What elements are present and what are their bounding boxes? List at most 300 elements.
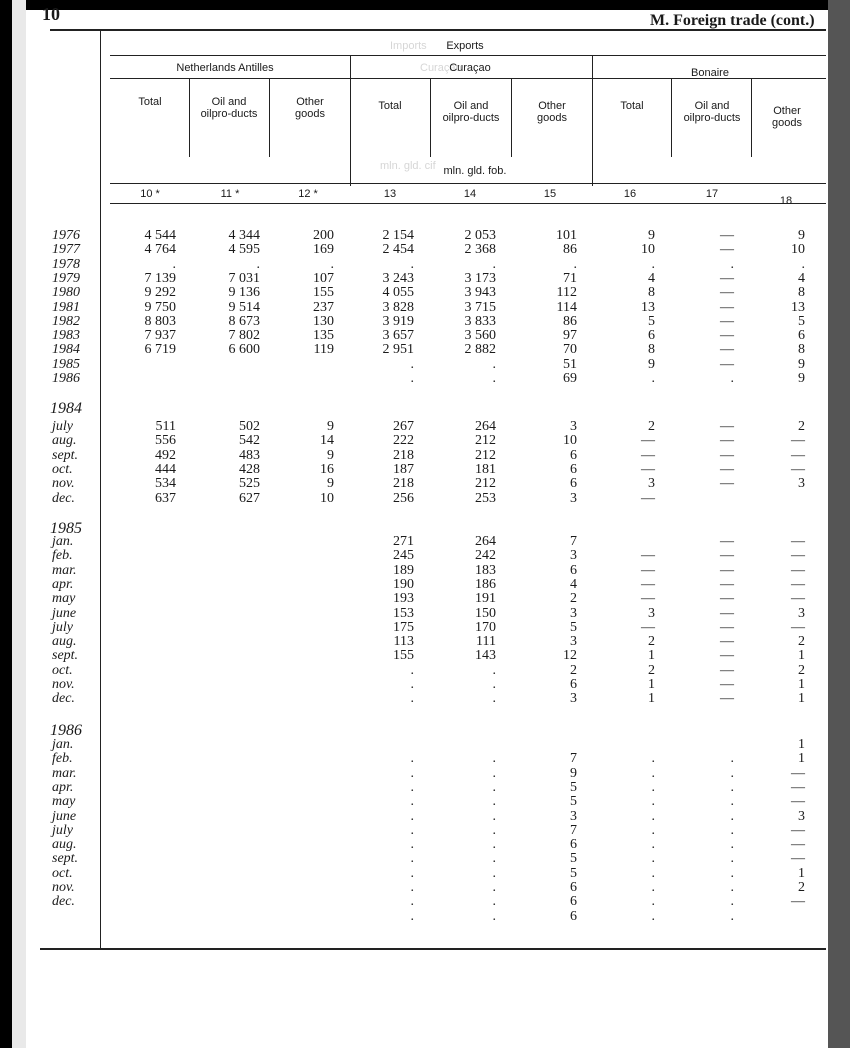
table-cell: . <box>410 880 414 895</box>
table-cell: 14 <box>320 433 334 449</box>
table-cell: 3 833 <box>464 313 496 329</box>
table-cell: . <box>730 880 734 895</box>
table-cell: . <box>730 851 734 867</box>
table-cell: . <box>651 751 655 767</box>
table-cell: 190 <box>393 576 414 592</box>
row-label: jan. <box>52 534 74 549</box>
table-cell: 7 031 <box>228 270 260 286</box>
table-cell: 2 <box>570 591 577 607</box>
table-cell: — <box>641 576 655 592</box>
table-cell: — <box>641 562 655 578</box>
row-label: aug. <box>52 433 77 449</box>
column-number: 12 * <box>298 188 318 200</box>
row-label: sept. <box>52 851 79 867</box>
group-header: Curaçao <box>449 62 491 74</box>
table-cell: 5 <box>648 313 655 329</box>
table-cell: 6 <box>570 908 577 924</box>
row-label: nov. <box>52 476 75 492</box>
table-cell: 193 <box>393 591 414 607</box>
table-cell: — <box>791 433 805 449</box>
table-cell: . <box>801 256 805 272</box>
page-number: 10 <box>42 4 60 24</box>
table-cell: . <box>410 894 414 910</box>
table-cell: — <box>720 605 734 621</box>
table-cell: 3 560 <box>464 328 496 344</box>
table-cell: 6 719 <box>144 342 176 358</box>
table-cell: 1 <box>798 865 805 881</box>
table-cell: . <box>492 677 496 692</box>
row-label: 1978 <box>52 256 80 272</box>
table-cell: . <box>410 256 414 272</box>
table-cell: 153 <box>393 605 414 621</box>
bleed-through: mln. gld. cif <box>380 160 436 172</box>
row-label: oct. <box>52 461 73 477</box>
table-cell: 492 <box>155 447 176 463</box>
column-number: 11 * <box>220 188 240 200</box>
bleed-through: Imports <box>390 40 427 52</box>
table-cell: — <box>791 548 805 564</box>
table-cell: 7 <box>570 751 577 767</box>
unit-label: mln. gld. fob. <box>443 165 507 177</box>
table-cell: 2 <box>798 880 805 895</box>
table-cell: 191 <box>475 591 496 607</box>
table-cell: — <box>720 548 734 564</box>
table-cell: 3 828 <box>382 299 414 315</box>
table-cell: 181 <box>475 461 496 477</box>
rule-stub <box>100 30 101 950</box>
table-cell: — <box>791 765 805 781</box>
table-cell: 218 <box>393 476 414 492</box>
column-header: Other goods <box>537 100 567 124</box>
table-cell: 267 <box>393 419 414 434</box>
row-label: aug. <box>52 634 77 650</box>
table-cell: 511 <box>155 419 176 434</box>
table-cell: 6 <box>570 461 577 477</box>
table-cell: 10 <box>563 433 577 449</box>
table-cell: 8 <box>798 342 805 358</box>
table-cell: . <box>651 371 655 386</box>
table-cell: 3 173 <box>464 270 496 286</box>
table-cell: 4 764 <box>144 242 176 258</box>
table-cell: 4 <box>648 270 655 286</box>
column-number: 18 <box>779 195 793 207</box>
table-cell: . <box>492 822 496 838</box>
column-number: 10 * <box>140 188 160 200</box>
table-cell: . <box>651 865 655 881</box>
row-label: 1980 <box>52 285 80 301</box>
table-cell: 9 292 <box>144 285 176 301</box>
column-number: 17 <box>705 188 719 200</box>
row-label: 1986 <box>52 371 80 386</box>
table-cell: 5 <box>570 865 577 881</box>
table-cell: 1 <box>798 648 805 664</box>
table-cell: 9 514 <box>228 299 260 315</box>
table-cell: — <box>720 299 734 315</box>
row-label: 1979 <box>52 270 80 286</box>
table-cell: — <box>720 356 734 372</box>
table-cell: 237 <box>313 299 334 315</box>
rule-top <box>50 29 826 31</box>
table-cell: — <box>720 562 734 578</box>
table-cell: . <box>651 880 655 895</box>
column-header: Oil and oilpro-ducts <box>442 100 500 124</box>
column-header: Other goods <box>772 105 802 129</box>
table-cell: . <box>730 765 734 781</box>
binding-gutter <box>12 0 26 1048</box>
row-label: 1983 <box>52 328 80 344</box>
table-cell: — <box>720 591 734 607</box>
table-cell: 7 <box>570 534 577 549</box>
section-year: 1986 <box>50 722 82 739</box>
table-cell: . <box>410 356 414 372</box>
table-cell: — <box>791 619 805 635</box>
table-cell: — <box>720 342 734 358</box>
table-cell: . <box>410 691 414 707</box>
table-cell: 130 <box>313 313 334 329</box>
table-cell: 212 <box>475 433 496 449</box>
table-cell: . <box>172 256 176 272</box>
table-cell: 6 <box>570 562 577 578</box>
table-cell: 1 <box>648 677 655 692</box>
row-label: aug. <box>52 837 77 853</box>
table-cell: . <box>492 751 496 767</box>
table-cell: 175 <box>393 619 414 635</box>
table-cell: . <box>410 794 414 810</box>
rule-col-sep <box>671 79 672 157</box>
table-cell: 1 <box>798 677 805 692</box>
table-cell: 169 <box>313 242 334 258</box>
table-cell: . <box>651 256 655 272</box>
table-cell: . <box>492 779 496 795</box>
table-cell: 483 <box>239 447 260 463</box>
table-cell: 222 <box>393 433 414 449</box>
table-cell: 3 <box>570 419 577 434</box>
table-cell: 3 <box>570 691 577 707</box>
table-cell: . <box>651 765 655 781</box>
row-label: feb. <box>52 751 73 767</box>
table-cell: . <box>410 822 414 838</box>
table-cell: — <box>641 461 655 477</box>
column-number: 13 <box>383 188 397 200</box>
table-cell: 245 <box>393 548 414 564</box>
table-cell: — <box>720 447 734 463</box>
scan-border-left <box>0 0 12 1048</box>
table-cell: 3 <box>648 476 655 492</box>
table-cell: 8 <box>798 285 805 301</box>
table-cell: . <box>410 779 414 795</box>
table-cell: 5 <box>570 619 577 635</box>
rule-colnum-top <box>110 183 826 184</box>
table-cell: 186 <box>475 576 496 592</box>
table-cell: . <box>492 356 496 372</box>
table-cell: 113 <box>393 634 414 650</box>
table-cell: — <box>720 419 734 434</box>
row-label: feb. <box>52 548 73 564</box>
table-cell: 1 <box>798 751 805 767</box>
table-cell: 271 <box>393 534 414 549</box>
table-cell: . <box>492 808 496 824</box>
table-cell: 212 <box>475 476 496 492</box>
table-cell: 3 <box>798 476 805 492</box>
row-label: dec. <box>52 490 75 506</box>
table-cell: . <box>410 765 414 781</box>
table-cell: — <box>720 634 734 650</box>
table-cell: — <box>791 837 805 853</box>
rule-col-sep <box>189 79 190 157</box>
row-label: sept. <box>52 648 79 664</box>
table-cell: 143 <box>475 648 496 664</box>
column-number: 16 <box>623 188 637 200</box>
table-cell: — <box>641 490 655 506</box>
table-cell: 212 <box>475 447 496 463</box>
table-cell: 2 <box>798 419 805 434</box>
table-cell: — <box>791 779 805 795</box>
table-cell: . <box>492 851 496 867</box>
table-cell: 8 <box>648 285 655 301</box>
table-cell: 264 <box>475 534 496 549</box>
row-label: 1985 <box>52 356 80 372</box>
table-cell: 111 <box>476 634 496 650</box>
column-header: Total <box>378 100 402 112</box>
table-cell: — <box>720 534 734 549</box>
table-cell: 9 <box>648 356 655 372</box>
table-cell: 502 <box>239 419 260 434</box>
table-cell: 7 937 <box>144 328 176 344</box>
table-cell: 6 <box>570 894 577 910</box>
rule-col-sep <box>751 79 752 157</box>
table-cell: . <box>492 765 496 781</box>
table-cell: 3 <box>798 808 805 824</box>
table-cell: 112 <box>556 285 577 301</box>
rule-col-sep <box>269 79 270 157</box>
table-cell: 637 <box>155 490 176 506</box>
table-cell: 1 <box>798 691 805 707</box>
table-cell: 7 802 <box>228 328 260 344</box>
table-cell: 2 053 <box>464 228 496 243</box>
table-cell: . <box>730 822 734 838</box>
table-cell: 101 <box>556 228 577 243</box>
table-cell: 69 <box>563 371 577 386</box>
table-cell: — <box>720 242 734 258</box>
table-cell: . <box>730 837 734 853</box>
table-cell: 444 <box>155 461 176 477</box>
column-header: Total <box>620 100 644 112</box>
table-cell: 7 139 <box>144 270 176 286</box>
table-cell: 6 600 <box>228 342 260 358</box>
row-label: nov. <box>52 880 75 895</box>
table-cell: 3 <box>570 605 577 621</box>
table-cell: 135 <box>313 328 334 344</box>
group-header: Bonaire <box>691 67 729 79</box>
table-cell: . <box>410 837 414 853</box>
table-cell: 2 454 <box>382 242 414 258</box>
table-cell: 264 <box>475 419 496 434</box>
table-cell: 8 673 <box>228 313 260 329</box>
table-cell: 3 <box>648 605 655 621</box>
table-cell: — <box>641 548 655 564</box>
table-cell: 9 <box>798 228 805 243</box>
table-cell: 9 <box>327 447 334 463</box>
group-header: Netherlands Antilles <box>176 62 274 74</box>
table-cell: . <box>410 851 414 867</box>
table-cell: 9 <box>327 476 334 492</box>
table-cell: — <box>720 677 734 692</box>
table-cell: 9 750 <box>144 299 176 315</box>
table-cell: 119 <box>313 342 334 358</box>
table-cell: 5 <box>570 794 577 810</box>
table-cell: . <box>410 908 414 924</box>
table-cell: . <box>651 908 655 924</box>
table-cell: — <box>641 433 655 449</box>
table-cell: 2 <box>648 634 655 650</box>
table-cell: 16 <box>320 461 334 477</box>
table-cell: 4 595 <box>228 242 260 258</box>
table-cell: 2 154 <box>382 228 414 243</box>
row-label: oct. <box>52 662 73 678</box>
row-label: apr. <box>52 779 74 795</box>
table-cell: — <box>641 619 655 635</box>
table-cell: 5 <box>798 313 805 329</box>
table-cell: 86 <box>563 242 577 258</box>
row-label: oct. <box>52 865 73 881</box>
row-label: 1981 <box>52 299 80 315</box>
table-cell: 2 <box>648 662 655 678</box>
row-label: apr. <box>52 576 74 592</box>
table-cell: . <box>651 794 655 810</box>
table-cell: . <box>410 371 414 386</box>
table-cell: 9 136 <box>228 285 260 301</box>
row-label: sept. <box>52 447 79 463</box>
table-cell: — <box>791 576 805 592</box>
table-cell: — <box>791 851 805 867</box>
table-cell: . <box>410 751 414 767</box>
row-label: mar. <box>52 562 77 578</box>
table-cell: . <box>651 851 655 867</box>
table-cell: 70 <box>563 342 577 358</box>
table-cell: . <box>492 371 496 386</box>
table-cell: — <box>720 662 734 678</box>
table-cell: . <box>730 751 734 767</box>
row-label: 1984 <box>52 342 80 358</box>
bleed-through: Curaçao <box>420 62 462 74</box>
table-cell: . <box>492 908 496 924</box>
table-cell: 2 <box>648 419 655 434</box>
table-cell: 4 544 <box>144 228 176 243</box>
table-cell: . <box>730 371 734 386</box>
table-cell: . <box>492 794 496 810</box>
table-cell: 2 951 <box>382 342 414 358</box>
column-header: Total <box>138 96 162 108</box>
column-number: 15 <box>543 188 557 200</box>
table-cell: — <box>720 476 734 492</box>
table-cell: — <box>791 894 805 910</box>
table-cell: — <box>791 534 805 549</box>
table-cell: 6 <box>570 677 577 692</box>
table-cell: — <box>641 591 655 607</box>
table-cell: 71 <box>563 270 577 286</box>
table-cell: 97 <box>563 328 577 344</box>
table-cell: . <box>492 865 496 881</box>
section-year: 1984 <box>50 400 82 417</box>
table-cell: 155 <box>393 648 414 664</box>
table-cell: 6 <box>570 880 577 895</box>
table-cell: 114 <box>556 299 577 315</box>
table-cell: 2 <box>798 634 805 650</box>
table-cell: 13 <box>641 299 655 315</box>
table-cell: 6 <box>570 447 577 463</box>
table-cell: — <box>791 447 805 463</box>
table-cell: 1 <box>648 648 655 664</box>
table-cell: 150 <box>475 605 496 621</box>
table-cell: . <box>492 691 496 707</box>
table-cell: — <box>791 562 805 578</box>
table-cell: . <box>410 808 414 824</box>
table-cell: . <box>256 256 260 272</box>
table-cell: 5 <box>570 779 577 795</box>
table-cell: . <box>330 256 334 272</box>
row-label: may <box>52 591 76 607</box>
table-cell: 2 <box>570 662 577 678</box>
table-cell: 218 <box>393 447 414 463</box>
rule-exports <box>110 55 826 56</box>
table-cell: — <box>641 447 655 463</box>
scan-border-right <box>828 0 850 1048</box>
table-cell: 9 <box>327 419 334 434</box>
table-cell: 525 <box>239 476 260 492</box>
table-cell: 3 <box>570 634 577 650</box>
table-cell: 10 <box>320 490 334 506</box>
table-cell: — <box>791 591 805 607</box>
table-cell: 4 344 <box>228 228 260 243</box>
table-cell: . <box>573 256 577 272</box>
table-cell: 3 243 <box>382 270 414 286</box>
table-cell: . <box>651 808 655 824</box>
table-cell: . <box>651 822 655 838</box>
row-label: july <box>52 619 73 635</box>
row-label: jan. <box>52 737 74 752</box>
table-cell: — <box>791 461 805 477</box>
table-cell: — <box>720 576 734 592</box>
table-cell: — <box>720 648 734 664</box>
row-label: 1977 <box>52 242 80 258</box>
table-cell: 7 <box>570 822 577 838</box>
table-cell: 3 <box>570 548 577 564</box>
row-label: dec. <box>52 894 75 910</box>
table-cell: — <box>720 328 734 344</box>
table-cell: . <box>730 794 734 810</box>
table-cell: . <box>410 865 414 881</box>
table-cell: 200 <box>313 228 334 243</box>
table-cell: 187 <box>393 461 414 477</box>
table-cell: 556 <box>155 433 176 449</box>
table-cell: 13 <box>791 299 805 315</box>
table-cell: — <box>791 822 805 838</box>
table-cell: 10 <box>641 242 655 258</box>
table-cell: 189 <box>393 562 414 578</box>
table-cell: . <box>492 894 496 910</box>
scan-border-top <box>0 0 850 10</box>
row-label: mar. <box>52 765 77 781</box>
row-label: july <box>52 822 73 838</box>
table-cell: 253 <box>475 490 496 506</box>
table-cell: . <box>730 894 734 910</box>
table-cell: 627 <box>239 490 260 506</box>
table-cell: 542 <box>239 433 260 449</box>
table-cell: . <box>730 256 734 272</box>
table-cell: 428 <box>239 461 260 477</box>
table-cell: 1 <box>798 737 805 752</box>
table-cell: 3 715 <box>464 299 496 315</box>
